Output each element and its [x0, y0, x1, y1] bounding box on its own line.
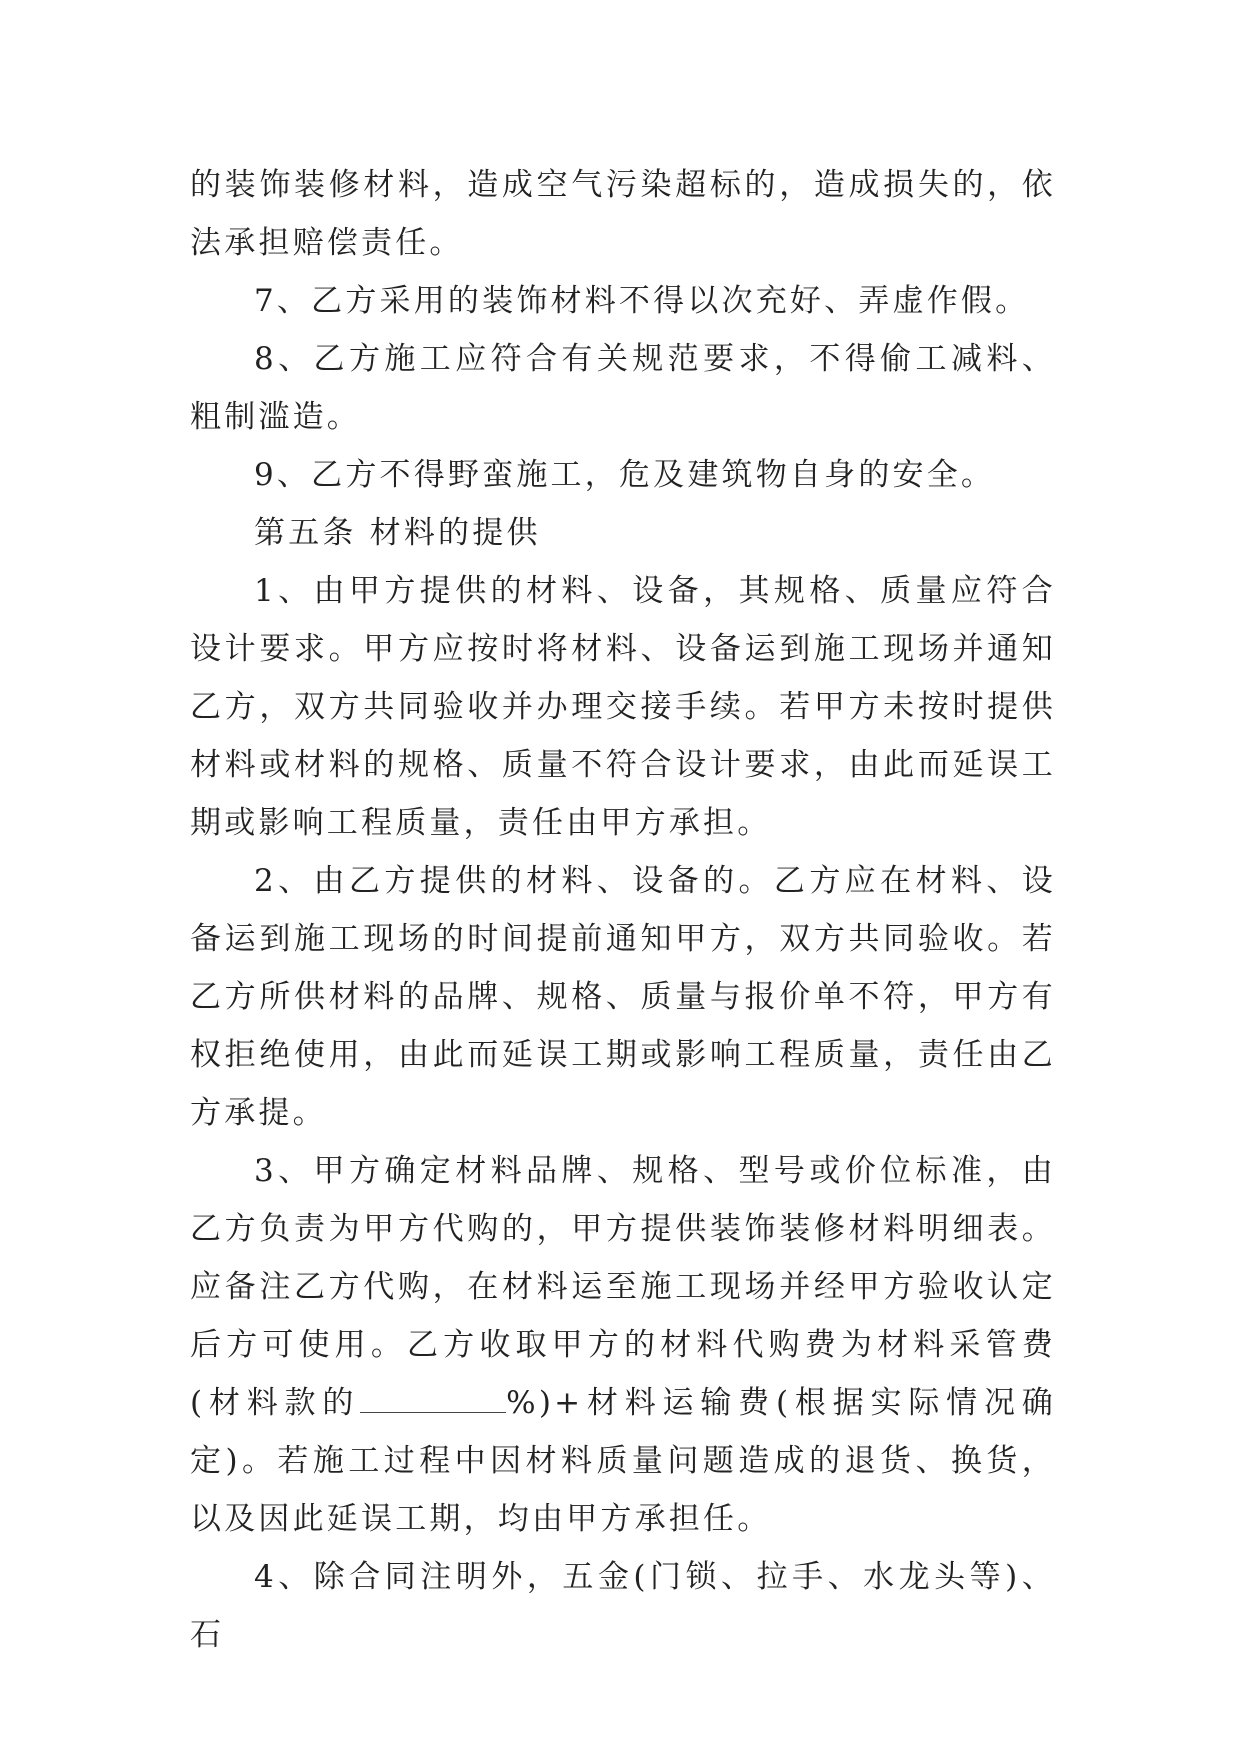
fill-in-blank [360, 1388, 506, 1413]
article-5-heading: 第五条 材料的提供 [254, 515, 541, 551]
paragraph-item-7: 7、乙方采用的装饰材料不得以次充好、弄虚作假。 [254, 283, 1030, 319]
paragraph-item-8: 8、乙方施工应符合有关规范要求，不得偷工减料、粗制滥造。 [190, 341, 1056, 435]
document-page [190, 156, 1056, 1664]
material-3-text-before-blank: 3、甲方确定材料品牌、规格、型号或价位标准，由乙方负责为甲方代购的，甲方提供装饰装修材料明细表。应备注乙方代购，在材料运至施工现场并经甲方验收认定后方可使用。乙方收取甲方的材料代购费为材料采管费(材料款的 [190, 1153, 1056, 1421]
paragraph-material-2: 2、由乙方提供的材料、设备的。乙方应在材料、设备运到施工现场的时间提前通知甲方，双方共同验收。若乙方所供材料的品牌、规格、质量与报价单不符，甲方有权拒绝使用，由此而延误工期或影响工程质量，责任由乙方承提。 [190, 863, 1056, 1131]
paragraph-material-3 [190, 1142, 1056, 1548]
paragraph-material-4: 4、除合同注明外，五金(门锁、拉手、水龙头等)、石 [190, 1559, 1056, 1653]
paragraph-item-9: 9、乙方不得野蛮施工，危及建筑物自身的安全。 [254, 457, 996, 493]
paragraph-material-1: 1、由甲方提供的材料、设备，其规格、质量应符合设计要求。甲方应按时将材料、设备运到施工现场并通知乙方，双方共同验收并办理交接手续。若甲方未按时提供材料或材料的规格、质量不符合设计要求，由此而延误工期或影响工程质量，责任由甲方承担。 [190, 573, 1056, 841]
paragraph-continuation: 的装饰装修材料，造成空气污染超标的，造成损失的，依法承担赔偿责任。 [190, 167, 1056, 261]
material-3-text-after-blank: %)+材料运输费(根据实际情况确定)。若施工过程中因材料质量问题造成的退货、换货，以及因此延误工期，均由甲方承担任。 [190, 1385, 1056, 1537]
